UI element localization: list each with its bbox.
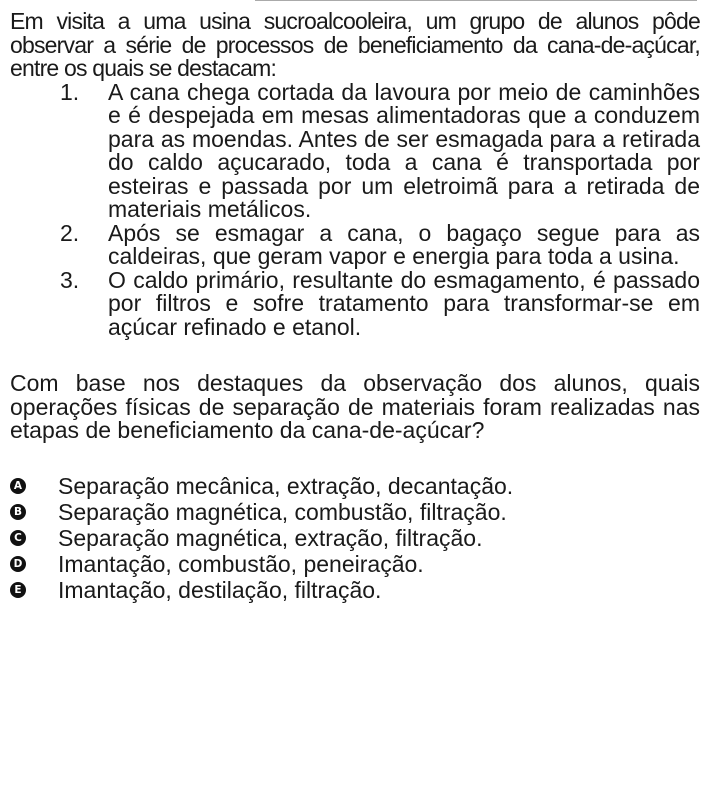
question-document (10, 10, 700, 603)
step-item-3 (10, 266, 700, 340)
option-b[interactable] (10, 499, 700, 525)
step-item-2 (10, 219, 700, 269)
option-text: Separação magnética, extração, filtração. (58, 524, 483, 551)
option-text: Imantação, combustão, peneiração. (58, 550, 424, 577)
option-text: Separação mecânica, extração, decantação. (58, 472, 514, 499)
option-d[interactable] (10, 551, 700, 577)
option-letter-badge: C (10, 530, 26, 546)
step-number: 2. (60, 219, 80, 246)
option-letter-badge: B (10, 504, 26, 520)
intro-paragraph: Em visita a uma usina sucroalcooleira, um grupo de alunos pôde observar a série de processos de beneficiamento da cana-de-açúcar, entre os quais se destacam: (10, 8, 700, 81)
option-letter-badge: E (10, 582, 26, 598)
option-c[interactable] (10, 525, 700, 551)
step-text: A cana chega cortada da lavoura por meio de caminhões e é despejada em mesas alimentadoras que a conduzem para as moendas. Antes de ser esmagada para a retirada do caldo açucarado, toda a cana é transportada por esteiras e passada por um eletroimã para a retirada de materiais metálicos. (108, 78, 700, 222)
option-letter-badge: D (10, 556, 26, 572)
question-paragraph: Com base nos destaques da observação dos alunos, quais operações físicas de separação de materiais foram realizadas nas etapas de beneficiamento da cana-de-açúcar? (10, 370, 700, 443)
step-text: O caldo primário, resultante do esmagamento, é passado por filtros e sofre tratamento para transformar-se em açúcar refinado e etanol. (108, 266, 700, 340)
option-a[interactable] (10, 473, 700, 499)
answer-options (10, 473, 700, 603)
option-e[interactable] (10, 577, 700, 603)
process-steps-list (10, 78, 700, 340)
top-divider (255, 0, 697, 1)
step-text: Após se esmagar a cana, o bagaço segue para as caldeiras, que geram vapor e energia para toda a usina. (108, 219, 700, 269)
option-text: Imantação, destilação, filtração. (58, 576, 382, 603)
step-item-1 (10, 78, 700, 222)
option-letter-badge: A (10, 478, 26, 494)
spacer (10, 339, 700, 372)
spacer (10, 443, 700, 473)
step-number: 3. (60, 266, 80, 293)
option-text: Separação magnética, combustão, filtração. (58, 498, 507, 525)
step-number: 1. (60, 78, 80, 105)
